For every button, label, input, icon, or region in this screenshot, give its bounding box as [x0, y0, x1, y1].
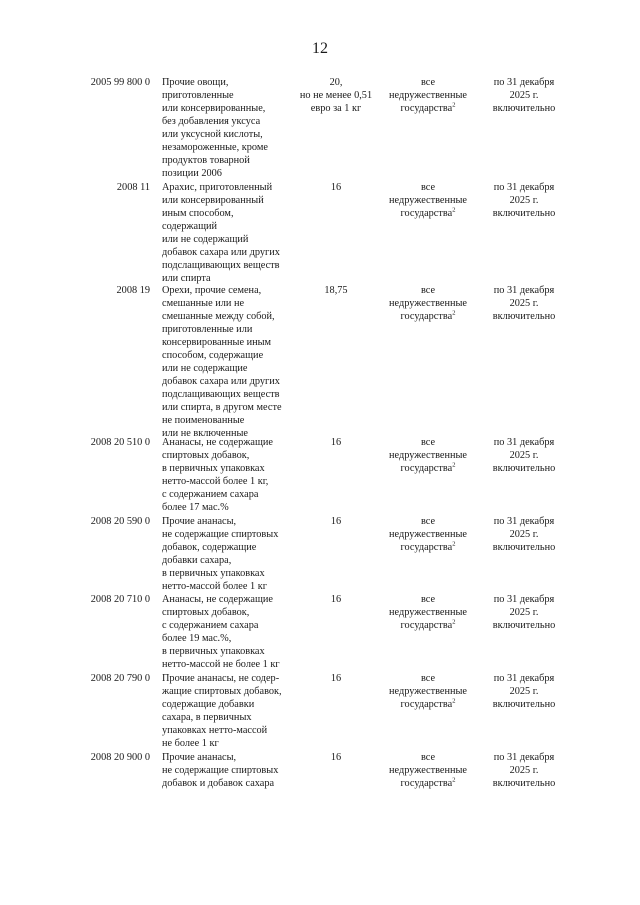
- validity-term-line: [478, 89, 570, 102]
- goods-description-line: [162, 414, 287, 427]
- goods-description-text: не содержащие спиртовых: [162, 529, 279, 540]
- validity-term-line: [478, 462, 570, 475]
- goods-description-line: [162, 115, 287, 128]
- countries-text: недружественные: [389, 298, 467, 309]
- goods-description-text: сахара, в первичных: [162, 712, 252, 723]
- goods-description-text: в первичных упаковках: [162, 646, 265, 657]
- goods-description-text: добавок сахара или других: [162, 376, 280, 387]
- goods-description-text: или не включенные: [162, 428, 248, 439]
- goods-description-line: [162, 567, 287, 580]
- duty-rate: [290, 76, 382, 115]
- goods-description-text: подслащивающих веществ: [162, 260, 280, 271]
- duty-rate: [290, 751, 382, 764]
- validity-term-line: [478, 297, 570, 310]
- goods-description-text: без добавления уксуса: [162, 116, 261, 127]
- validity-term-text: включительно: [492, 542, 556, 553]
- goods-description-text: в первичных упаковках: [162, 568, 265, 579]
- duty-rate-text: 16: [330, 594, 342, 605]
- countries-text: государства: [400, 103, 453, 114]
- countries: [380, 593, 476, 632]
- countries: [380, 181, 476, 220]
- goods-description-line: [162, 141, 287, 154]
- goods-description: [162, 284, 287, 440]
- countries-text: недружественные: [389, 765, 467, 776]
- countries-line: [380, 207, 476, 220]
- duty-rate-text: 18,75: [324, 285, 348, 296]
- goods-description-text: смешанные между собой,: [162, 311, 275, 322]
- goods-description-line: [162, 632, 287, 645]
- validity-term-line: [478, 76, 570, 89]
- goods-description-line: [162, 475, 287, 488]
- validity-term-line: [478, 606, 570, 619]
- validity-term-text: по 31 декабря: [493, 594, 555, 605]
- validity-term-text: 2025 г.: [509, 450, 539, 461]
- validity-term-line: [478, 764, 570, 777]
- duty-rate-text: но не менее 0,51: [299, 90, 373, 101]
- countries: [380, 515, 476, 554]
- countries-line: [380, 102, 476, 115]
- validity-term-line: [478, 284, 570, 297]
- countries-line: [380, 751, 476, 764]
- countries-line: [380, 181, 476, 194]
- goods-description-text: не содержащие спиртовых: [162, 765, 279, 776]
- validity-term-line: [478, 207, 570, 220]
- validity-term-text: по 31 декабря: [493, 182, 555, 193]
- goods-description-line: [162, 233, 287, 246]
- goods-description-line: [162, 658, 287, 671]
- goods-description-line: [162, 436, 287, 449]
- countries-line: [380, 515, 476, 528]
- tariff-code: 2008 20 710 0: [90, 594, 150, 605]
- goods-description-line: [162, 102, 287, 115]
- validity-term: [478, 751, 570, 790]
- goods-description-line: [162, 449, 287, 462]
- goods-description-text: Орехи, прочие семена,: [162, 285, 262, 296]
- duty-rate-text: 16: [330, 752, 342, 763]
- goods-description-line: [162, 207, 287, 220]
- countries: [380, 436, 476, 475]
- duty-rate: [290, 436, 382, 449]
- countries-line: [380, 698, 476, 711]
- countries-text: недружественные: [389, 195, 467, 206]
- duty-rate-line: [290, 515, 382, 528]
- validity-term-text: 2025 г.: [509, 298, 539, 309]
- countries-line: [380, 685, 476, 698]
- goods-description-line: [162, 284, 287, 297]
- goods-description-line: [162, 685, 287, 698]
- countries-line: [380, 449, 476, 462]
- page-number: 12: [312, 40, 328, 57]
- validity-term-line: [478, 593, 570, 606]
- validity-term-line: [478, 310, 570, 323]
- goods-description-text: добавок и добавок сахара: [162, 778, 275, 789]
- countries: [380, 76, 476, 115]
- goods-description-text: упаковках нетто-массой: [162, 725, 268, 736]
- goods-description-text: или спирта: [162, 273, 211, 284]
- countries-text: все: [420, 182, 436, 193]
- goods-description-line: [162, 246, 287, 259]
- duty-rate-line: [290, 89, 382, 102]
- goods-description-line: [162, 76, 287, 89]
- validity-term-text: по 31 декабря: [493, 752, 555, 763]
- duty-rate-text: 16: [330, 516, 342, 527]
- validity-term-text: 2025 г.: [509, 765, 539, 776]
- validity-term-text: по 31 декабря: [493, 673, 555, 684]
- goods-description: [162, 593, 287, 671]
- tariff-code: 2008 11: [116, 182, 150, 193]
- countries-text: государства: [400, 620, 453, 631]
- goods-description-line: [162, 554, 287, 567]
- goods-description: [162, 751, 287, 790]
- validity-term-line: [478, 685, 570, 698]
- footnote-mark: 2: [452, 776, 456, 784]
- goods-description-line: [162, 388, 287, 401]
- duty-rate-text: 16: [330, 437, 342, 448]
- tariff-code: 2008 20 900 0: [90, 752, 150, 763]
- countries-line: [380, 194, 476, 207]
- countries-text: все: [420, 752, 436, 763]
- goods-description-line: [162, 323, 287, 336]
- duty-rate-line: [290, 181, 382, 194]
- countries-line: [380, 619, 476, 632]
- duty-rate: [290, 284, 382, 297]
- goods-description-line: [162, 89, 287, 102]
- validity-term: [478, 284, 570, 323]
- goods-description-text: подслащивающих веществ: [162, 389, 280, 400]
- goods-description-text: содержащий: [162, 221, 218, 232]
- duty-rate-line: [290, 102, 382, 115]
- goods-description-line: [162, 593, 287, 606]
- countries-text: государства: [400, 778, 453, 789]
- validity-term-text: 2025 г.: [509, 90, 539, 101]
- countries: [380, 284, 476, 323]
- goods-description-text: добавок, содержащие: [162, 542, 257, 553]
- validity-term-text: включительно: [492, 620, 556, 631]
- goods-description-line: [162, 181, 287, 194]
- countries-line: [380, 764, 476, 777]
- goods-description-text: Арахис, приготовленный: [162, 182, 273, 193]
- goods-description-line: [162, 462, 287, 475]
- goods-description-text: или не содержащий: [162, 234, 249, 245]
- validity-term-line: [478, 751, 570, 764]
- goods-description-line: [162, 580, 287, 593]
- countries-text: государства: [400, 463, 453, 474]
- countries-line: [380, 76, 476, 89]
- countries: [380, 672, 476, 711]
- countries-text: все: [420, 437, 436, 448]
- countries-line: [380, 89, 476, 102]
- goods-description-line: [162, 751, 287, 764]
- goods-description-line: [162, 528, 287, 541]
- goods-description-text: с содержанием сахара: [162, 620, 259, 631]
- validity-term: [478, 672, 570, 711]
- goods-description: [162, 515, 287, 593]
- goods-description-line: [162, 645, 287, 658]
- footnote-mark: 2: [452, 309, 456, 317]
- countries-line: [380, 310, 476, 323]
- countries-text: все: [420, 594, 436, 605]
- goods-description-text: в первичных упаковках: [162, 463, 265, 474]
- goods-description-text: продуктов товарной: [162, 155, 250, 166]
- goods-description-text: нетто-массой не более 1 кг: [162, 659, 280, 670]
- goods-description-text: более 19 мас.%,: [162, 633, 232, 644]
- countries-line: [380, 541, 476, 554]
- tariff-code: 2005 99 800 0: [90, 77, 150, 88]
- countries-text: все: [420, 673, 436, 684]
- validity-term-text: 2025 г.: [509, 607, 539, 618]
- validity-term-line: [478, 698, 570, 711]
- goods-description-line: [162, 711, 287, 724]
- goods-description-line: [162, 297, 287, 310]
- goods-description-line: [162, 541, 287, 554]
- goods-description: [162, 436, 287, 514]
- countries-text: недружественные: [389, 607, 467, 618]
- goods-description-text: добавок сахара или других: [162, 247, 280, 258]
- countries-text: все: [420, 285, 436, 296]
- goods-description-text: или спирта, в другом месте: [162, 402, 282, 413]
- goods-description-text: способом, содержащие: [162, 350, 264, 361]
- goods-description-line: [162, 154, 287, 167]
- countries-text: государства: [400, 542, 453, 553]
- countries-line: [380, 606, 476, 619]
- goods-description-line: [162, 619, 287, 632]
- countries-text: недружественные: [389, 90, 467, 101]
- goods-description-line: [162, 501, 287, 514]
- goods-description-line: [162, 375, 287, 388]
- duty-rate-line: [290, 284, 382, 297]
- footnote-mark: 2: [452, 206, 456, 214]
- goods-description-text: позиции 2006: [162, 168, 222, 179]
- footnote-mark: 2: [452, 618, 456, 626]
- goods-description-line: [162, 724, 287, 737]
- validity-term-line: [478, 194, 570, 207]
- tariff-code: 2008 20 790 0: [90, 673, 150, 684]
- goods-description-text: нетто-массой более 1 кг: [162, 581, 267, 592]
- goods-description-line: [162, 698, 287, 711]
- tariff-code: 2008 20 510 0: [90, 437, 150, 448]
- goods-description-text: иным способом,: [162, 208, 234, 219]
- goods-description: [162, 181, 287, 285]
- goods-description-text: приготовленные: [162, 90, 234, 101]
- validity-term-line: [478, 528, 570, 541]
- goods-description-line: [162, 194, 287, 207]
- goods-description-text: Прочие ананасы,: [162, 752, 237, 763]
- goods-description-text: или не содержащие: [162, 363, 248, 374]
- validity-term: [478, 515, 570, 554]
- countries-line: [380, 593, 476, 606]
- goods-description-text: спиртовых добавок,: [162, 450, 250, 461]
- goods-description-text: или консервированный: [162, 195, 264, 206]
- goods-description-text: Прочие овощи,: [162, 77, 229, 88]
- goods-description-line: [162, 737, 287, 750]
- duty-rate-text: евро за 1 кг: [310, 103, 362, 114]
- goods-description-line: [162, 362, 287, 375]
- validity-term-text: 2025 г.: [509, 529, 539, 540]
- validity-term-line: [478, 181, 570, 194]
- validity-term-line: [478, 449, 570, 462]
- duty-rate-text: 16: [330, 182, 342, 193]
- goods-description-line: [162, 310, 287, 323]
- goods-description-line: [162, 764, 287, 777]
- goods-description-text: или уксусной кислоты,: [162, 129, 263, 140]
- goods-description-line: [162, 128, 287, 141]
- goods-description-line: [162, 515, 287, 528]
- countries-line: [380, 284, 476, 297]
- countries-text: недружественные: [389, 450, 467, 461]
- goods-description: [162, 672, 287, 750]
- countries-text: недружественные: [389, 529, 467, 540]
- goods-description-text: с содержанием сахара: [162, 489, 259, 500]
- goods-description: [162, 76, 287, 180]
- goods-description-text: нетто-массой более 1 кг,: [162, 476, 269, 487]
- goods-description-text: не поименованные: [162, 415, 245, 426]
- duty-rate: [290, 515, 382, 528]
- footnote-mark: 2: [452, 540, 456, 548]
- countries-line: [380, 672, 476, 685]
- goods-description-text: добавки сахара,: [162, 555, 232, 566]
- duty-rate: [290, 181, 382, 194]
- validity-term-line: [478, 672, 570, 685]
- validity-term-text: по 31 декабря: [493, 285, 555, 296]
- goods-description-text: Прочие ананасы,: [162, 516, 237, 527]
- goods-description-line: [162, 777, 287, 790]
- duty-rate-text: 16: [330, 673, 342, 684]
- validity-term-text: включительно: [492, 311, 556, 322]
- goods-description-text: Прочие ананасы, не содер-: [162, 673, 280, 684]
- countries-line: [380, 462, 476, 475]
- countries-line: [380, 297, 476, 310]
- goods-description-line: [162, 672, 287, 685]
- validity-term-line: [478, 541, 570, 554]
- goods-description-line: [162, 401, 287, 414]
- countries-text: государства: [400, 699, 453, 710]
- validity-term-text: по 31 декабря: [493, 516, 555, 527]
- goods-description-line: [162, 336, 287, 349]
- validity-term-line: [478, 777, 570, 790]
- validity-term-line: [478, 436, 570, 449]
- goods-description-line: [162, 220, 287, 233]
- tariff-code: 2008 19: [116, 285, 150, 296]
- validity-term-line: [478, 102, 570, 115]
- goods-description-text: Ананасы, не содержащие: [162, 437, 273, 448]
- countries-text: государства: [400, 208, 453, 219]
- countries: [380, 751, 476, 790]
- goods-description-line: [162, 349, 287, 362]
- validity-term-text: включительно: [492, 103, 556, 114]
- goods-description-text: консервированные иным: [162, 337, 272, 348]
- validity-term-text: включительно: [492, 699, 556, 710]
- countries-text: все: [420, 516, 436, 527]
- validity-term: [478, 436, 570, 475]
- goods-description-text: смешанные или не: [162, 298, 245, 309]
- goods-description-line: [162, 488, 287, 501]
- validity-term-text: включительно: [492, 778, 556, 789]
- countries-text: государства: [400, 311, 453, 322]
- duty-rate-line: [290, 672, 382, 685]
- goods-description-text: или консервированные,: [162, 103, 266, 114]
- goods-description-text: спиртовых добавок,: [162, 607, 250, 618]
- duty-rate: [290, 672, 382, 685]
- goods-description-text: жащие спиртовых добавок,: [162, 686, 282, 697]
- goods-description-text: более 17 мас.%: [162, 502, 229, 513]
- goods-description-line: [162, 606, 287, 619]
- countries-line: [380, 528, 476, 541]
- validity-term-text: по 31 декабря: [493, 77, 555, 88]
- duty-rate-line: [290, 436, 382, 449]
- validity-term: [478, 76, 570, 115]
- tariff-code: 2008 20 590 0: [90, 516, 150, 527]
- validity-term: [478, 593, 570, 632]
- goods-description-text: содержащие добавки: [162, 699, 255, 710]
- countries-text: недружественные: [389, 686, 467, 697]
- validity-term-text: 2025 г.: [509, 686, 539, 697]
- validity-term-text: включительно: [492, 208, 556, 219]
- countries-line: [380, 777, 476, 790]
- countries-text: все: [420, 77, 436, 88]
- validity-term-text: 2025 г.: [509, 195, 539, 206]
- countries-line: [380, 436, 476, 449]
- goods-description-line: [162, 167, 287, 180]
- footnote-mark: 2: [452, 101, 456, 109]
- goods-description-text: приготовленные или: [162, 324, 253, 335]
- goods-description-text: незамороженные, кроме: [162, 142, 268, 153]
- duty-rate-line: [290, 593, 382, 606]
- goods-description-line: [162, 259, 287, 272]
- validity-term-text: включительно: [492, 463, 556, 474]
- validity-term-line: [478, 515, 570, 528]
- validity-term-text: по 31 декабря: [493, 437, 555, 448]
- duty-rate: [290, 593, 382, 606]
- footnote-mark: 2: [452, 697, 456, 705]
- duty-rate-line: [290, 751, 382, 764]
- footnote-mark: 2: [452, 461, 456, 469]
- duty-rate-text: 20,: [329, 77, 343, 88]
- goods-description-text: Ананасы, не содержащие: [162, 594, 273, 605]
- duty-rate-line: [290, 76, 382, 89]
- validity-term: [478, 181, 570, 220]
- goods-description-text: не более 1 кг: [162, 738, 219, 749]
- validity-term-line: [478, 619, 570, 632]
